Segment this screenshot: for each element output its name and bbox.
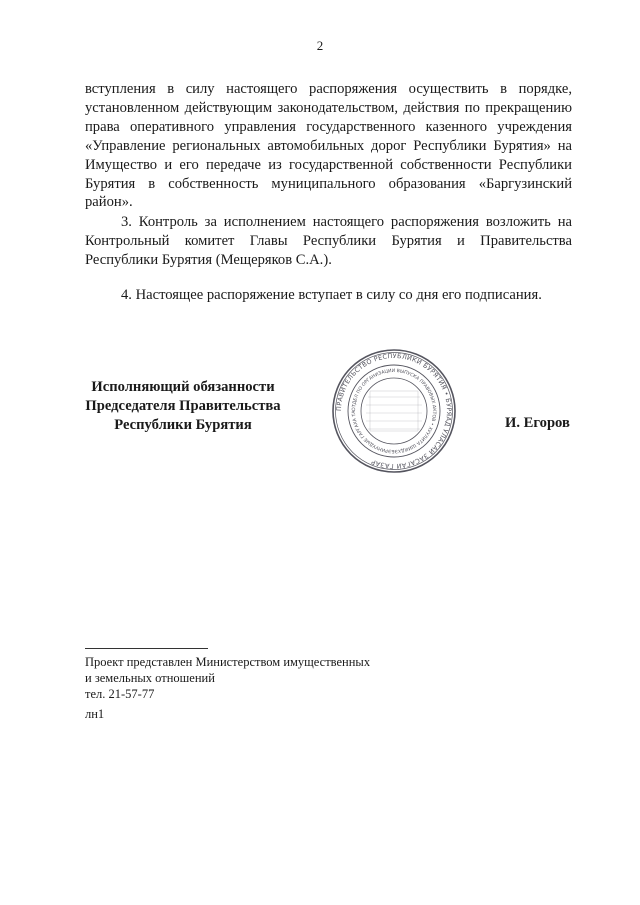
signatory-title-line-2: Председателя Правительства xyxy=(85,398,281,414)
signatory-name: И. Егоров xyxy=(505,415,570,431)
page-number: 2 xyxy=(316,38,324,53)
signatory-title-line-1: Исполняющий обязанности xyxy=(91,379,275,395)
signatory-title-line-3: Республики Бурятия xyxy=(114,417,252,433)
paragraph-1: вступления в силу настоящего распоряжения осуществить в порядке, установленном действующим законодательством, действия по прекращению права оперативного управления государственного казенного учреждения «Управление региональных автомобильных дорог Республики Бурятия» на Имущество и его передаче из государственной собственности Республики Бурятия в собственность муниципального образования «Баргузинский район». xyxy=(85,81,572,211)
footnote xyxy=(85,654,370,702)
seal-inner-text: ОТДЕЛ ПО ОРГАНИЗАЦИИ ВЫПУСКА ПРАВОВЫХ АКТОВ • ХУУЛИТА ШИИДХЭБЭРИНУУДЫЕ ГАРГАХА ТА xyxy=(351,368,437,454)
round-seal-icon xyxy=(330,347,458,475)
signatory-title xyxy=(78,378,288,435)
footnote-divider xyxy=(85,648,208,649)
footnote-phone: тел. 21-57-77 xyxy=(85,687,155,701)
paragraph-3: 4. Настоящее распоряжение вступает в силу со дня его подписания. xyxy=(121,287,542,303)
footnote-line-2: и земельных отношений xyxy=(85,671,215,685)
paragraph-2: 3. Контроль за исполнением настоящего распоряжения возложить на Контрольный комитет Главы Республики Бурятия и Правительства Республики Бурятия (Мещеряков С.А.). xyxy=(85,214,572,268)
document-code: лн1 xyxy=(85,707,105,721)
seal-outer-text: ПРАВИТЕЛЬСТВО РЕСПУБЛИКИ БУРЯТИЯ • БУРЯАД УЛАСАЙ ЗАСАГАЙ ГАЗАР xyxy=(334,351,454,471)
footnote-line-1: Проект представлен Министерством имущественных xyxy=(85,655,371,669)
